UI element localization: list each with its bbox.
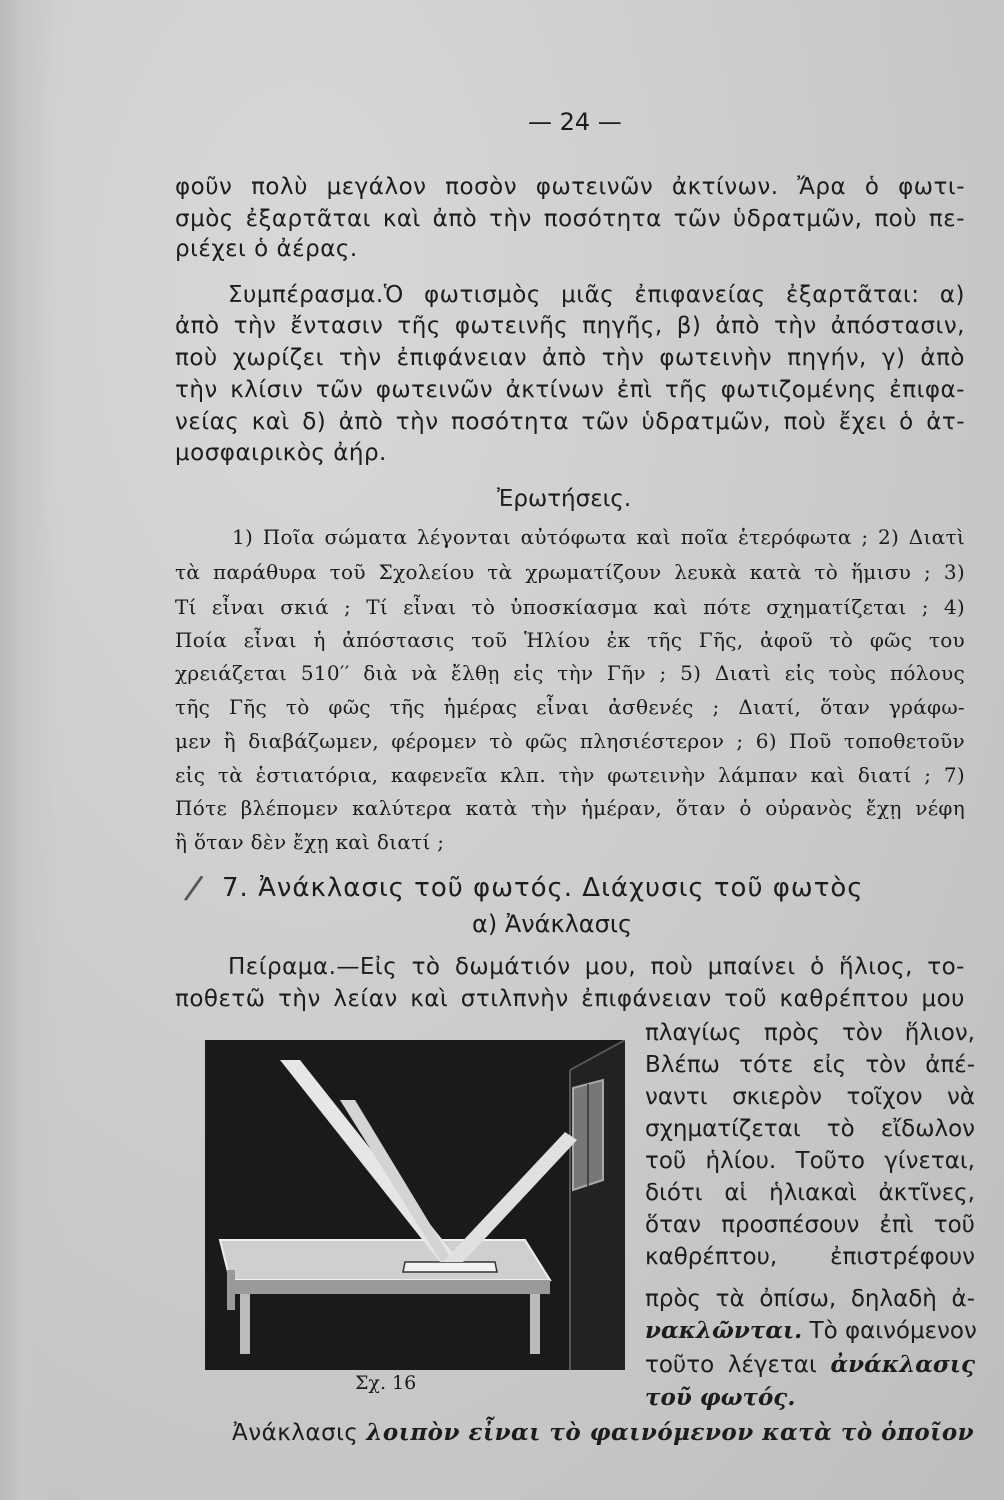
margin-mark: / [182, 867, 206, 909]
question-line: Πότε βλέπομεν καλύτερα κατὰ τὴν ἡμέραν, ὅταν ὁ οὐρανὸς ἔχῃ νέφη [175, 796, 965, 820]
column-line [645, 1350, 975, 1380]
final-text: Ἀνάκλασις [232, 1420, 367, 1446]
table-leg [227, 1270, 235, 1310]
section-title: 7. Ἀνάκλασις τοῦ φωτός. Διάχυσις τοῦ φωτὸς [222, 873, 864, 903]
italic-term: ἀνάκλασις [830, 1351, 975, 1378]
mirror [403, 1262, 497, 1272]
column-line: διότι αἱ ἡλιακαὶ ἀκτῖνες, [645, 1180, 975, 1206]
column-text: Τὸ φαινόμενον [802, 1318, 977, 1344]
para1-line: ριέχει ὁ ἀέρας. [175, 236, 358, 262]
question-line: 1) Ποῖα σώματα λέγονται αὐτόφωτα καὶ ποῖα ἑτερόφωτα ; 2) Διατὶ [232, 525, 965, 549]
question-line: Ποία εἶναι ἡ ἀπόστασις τοῦ Ἡλίου ἐκ τῆς Γῆς, ἀφοῦ τὸ φῶς του [175, 628, 965, 652]
figure-caption: Σχ. 16 [355, 1372, 417, 1394]
reflection-figure [205, 1040, 625, 1370]
conclusion-line: ἀπὸ τὴν ἔντασιν τῆς φωτεινῆς πηγῆς, β) ἀπὸ τὴν ἀπόστασιν, [175, 313, 965, 339]
experiment-line: ποθετῶ τὴν λείαν καὶ στιλπνὴν ἐπιφάνειαν τοῦ καθρέπτου μου [175, 986, 965, 1012]
conclusion-line: ποὺ χωρίζει τὴν ἐπιφάνειαν ἀπὸ τὴν φωτεινὴν πηγήν, γ) ἀπὸ [175, 345, 965, 371]
column-line: σχηματίζεται τὸ εἴδωλον [645, 1116, 975, 1142]
final-line [232, 1418, 975, 1448]
subsection-title: α) Ἀνάκλασις [472, 910, 633, 938]
conclusion-line: τὴν κλίσιν τῶν φωτεινῶν ἀκτίνων ἐπὶ τῆς φωτιζομένης ἐπιφα- [175, 377, 965, 403]
page-number: — 24 — [528, 108, 622, 136]
question-line: τὰ παράθυρα τοῦ Σχολείου τὰ χρωματίζουν λευκὰ κατὰ τὸ ἥμισυ ; 3) [175, 560, 965, 584]
table-leg [530, 1294, 540, 1354]
column-line: ὅταν προσπέσουν ἐπὶ τοῦ [645, 1212, 975, 1238]
question-line: τῆς Γῆς τὸ φῶς τῆς ἡμέρας εἶναι ἀσθενές ; Διατί, ὅταν γράφω- [175, 695, 965, 719]
table-leg [240, 1294, 250, 1354]
conclusion-line: μοσφαιρικὸς ἀήρ. [175, 440, 387, 466]
question-line: Τί εἶναι σκιά ; Τί εἶναι τὸ ὑποσκίασμα καὶ πότε σχηματίζεται ; 4) [175, 595, 965, 619]
column-line: πρὸς τὰ ὀπίσω, δηλαδὴ ἀ- [645, 1286, 975, 1312]
question-line: ἢ ὅταν δὲν ἔχῃ καὶ διατί ; [175, 830, 445, 854]
column-line: Βλέπω τότε εἰς τὸν ἀπέ- [645, 1052, 975, 1078]
column-line: καθρέπτου, ἐπιστρέφουν [645, 1244, 975, 1270]
question-line: μεν ἢ διαβάζωμεν, φέρομεν τὸ φῶς πλησιέστερον ; 6) Ποῦ τοποθετοῦν [175, 729, 965, 753]
table-edge [230, 1280, 550, 1294]
experiment-line: Πείραμα.—Εἰς τὸ δωμάτιόν μου, ποὺ μπαίνει ὁ ἥλιος, το- [228, 954, 965, 980]
column-line [645, 1383, 975, 1413]
question-line: χρειάζεται 510′′ διὰ νὰ ἔλθῃ εἰς τὴν Γῆν ; 5) Διατὶ εἰς τοὺς πόλους [175, 661, 965, 685]
conclusion-line: νείας καὶ δ) ἀπὸ τὴν ποσότητα τῶν ὑδρατμῶν, ποὺ ἔχει ὁ ἀτ- [175, 409, 965, 435]
column-line [645, 1316, 975, 1346]
italic-term: λοιπὸν εἶναι τὸ φαινόμενον κατὰ τὸ ὁποῖον [366, 1419, 975, 1446]
italic-term: τοῦ φωτός. [645, 1384, 796, 1411]
questions-heading: Ἐρωτήσεις. [497, 486, 632, 512]
question-line: εἰς τὰ ἑστιατόρια, καφενεῖα κλπ. τὴν φωτεινὴν λάμπαν καὶ διατί ; 7) [175, 763, 965, 787]
column-line: πλαγίως πρὸς τὸν ἥλιον, [645, 1020, 975, 1046]
column-text: τοῦτο λέγεται [645, 1352, 831, 1378]
column-line: ναντι σκιερὸν τοῖχον νὰ [645, 1084, 975, 1110]
italic-term: νακλῶνται. [645, 1317, 803, 1344]
para1-line: σμὸς ἐξαρτᾶται καὶ ἀπὸ τὴν ποσότητα τῶν ὑδρατμῶν, ποὺ πε- [175, 206, 965, 232]
table-top [220, 1240, 550, 1280]
page-edge-shadow [0, 0, 58, 1500]
column-line: τοῦ ἡλίου. Τοῦτο γίνεται, [645, 1148, 975, 1174]
conclusion-line: Συμπέρασμα.Ὁ φωτισμὸς μιᾶς ἐπιφανείας ἐξαρτᾶται: α) [228, 282, 965, 308]
para1-line: φοῦν πολὺ μεγάλον ποσὸν φωτεινῶν ἀκτίνων. Ἄρα ὁ φωτι- [175, 174, 965, 200]
